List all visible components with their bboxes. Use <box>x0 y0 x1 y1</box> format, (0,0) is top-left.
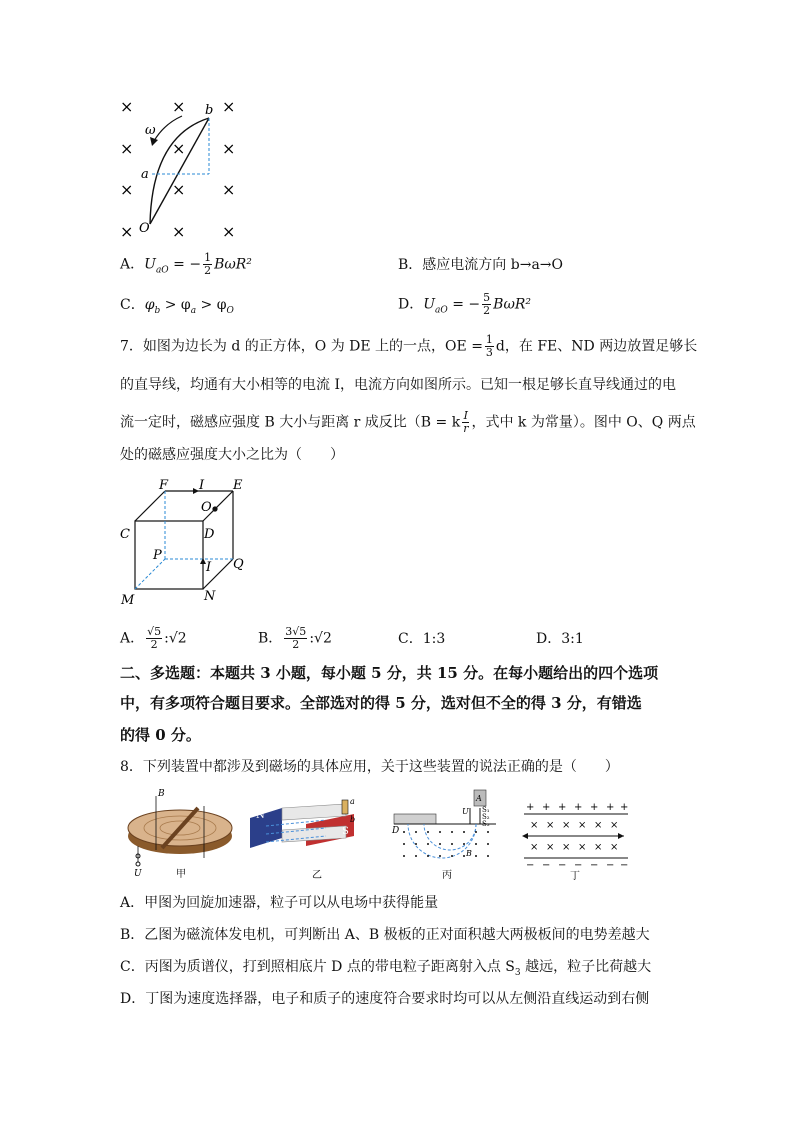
svg-text:×: × <box>530 820 539 831</box>
svg-text:+: + <box>574 802 583 813</box>
q8-option-a[interactable]: A．甲图为回旋加速器，粒子可以从电场中获得能量 <box>120 895 439 911</box>
svg-text:+: + <box>558 802 567 813</box>
svg-text:P: P <box>153 548 162 563</box>
svg-text:S₁: S₁ <box>482 806 490 814</box>
svg-text:a: a <box>350 797 355 806</box>
svg-text:I: I <box>199 478 205 493</box>
q6-option-d[interactable]: D．$U_{aO}$ = − $\frac{5}{2}$ BωR² <box>398 291 532 317</box>
svg-text:×: × <box>594 820 603 831</box>
section2-heading-line3: 的得 0 分。 <box>120 726 201 744</box>
svg-text:O: O <box>201 500 212 515</box>
rotation-arrowhead <box>150 137 158 146</box>
svg-text:S: S <box>342 826 349 837</box>
svg-text:×: × <box>562 820 571 831</box>
field-cross: × <box>222 222 236 241</box>
label-omega: ω <box>145 123 156 138</box>
q8-option-c[interactable]: C．丙图为质谱仪，打到照相底片 D 点的带电粒子距离射入点 $S_3$ 越远，粒子比荷越大 <box>120 959 652 978</box>
field-cross: × <box>120 139 134 158</box>
q7-option-d[interactable]: D．3:1 <box>536 631 584 647</box>
svg-text:B: B <box>158 789 165 799</box>
field-cross: × <box>120 180 134 199</box>
q6-option-a[interactable]: A．$U_{aO}$ = − $\frac{1}{2}$ BωR² <box>120 251 252 277</box>
svg-text:U: U <box>134 869 142 878</box>
q8-option-b[interactable]: B．乙图为磁流体发电机，可判断出 A、B 极板的正对面积越大两极板间的电势差越大 <box>120 927 650 943</box>
svg-text:+: + <box>620 802 629 813</box>
svg-text:F: F <box>159 478 169 493</box>
field-cross: × <box>172 180 186 199</box>
label-b: b <box>205 103 214 118</box>
svg-text:S₂: S₂ <box>482 813 490 821</box>
svg-text:−: − <box>526 860 535 871</box>
svg-text:×: × <box>546 820 555 831</box>
caption-ding: 丁 <box>570 871 580 880</box>
svg-text:C: C <box>120 527 130 542</box>
q6-option-c[interactable]: C．$\varphi_b > \varphi_a > \varphi_O$ <box>120 297 234 316</box>
svg-text:N: N <box>256 810 265 821</box>
field-cross: × <box>172 139 186 158</box>
caption-bing: 丙 <box>442 870 452 880</box>
label-O: O <box>139 221 150 236</box>
svg-text:+: + <box>542 802 551 813</box>
svg-text:+: + <box>606 802 615 813</box>
caption-jia: 甲 <box>176 869 186 878</box>
q7-cube-figure <box>115 476 265 611</box>
svg-text:−: − <box>590 860 599 871</box>
svg-text:A: A <box>476 794 482 803</box>
svg-text:Q: Q <box>233 557 244 572</box>
q8-figure-ding-velocity-selector <box>520 800 632 880</box>
q8-option-d[interactable]: D．丁图为速度选择器，电子和质子的速度符合要求时均可以从左侧沿直线运动到右侧 <box>120 991 650 1007</box>
svg-text:×: × <box>610 820 619 831</box>
field-cross: × <box>222 139 236 158</box>
section2-heading-line2: 中，有多项符合题目要求。全部选对的得 5 分，选对但不全的得 3 分，有错选 <box>120 694 642 712</box>
svg-text:−: − <box>606 860 615 871</box>
svg-text:×: × <box>546 842 555 853</box>
q8-figure-yi-mhd-generator <box>246 796 366 880</box>
field-cross: × <box>120 97 134 116</box>
svg-text:−: − <box>542 860 551 871</box>
q7-option-b[interactable]: B． $\frac{3√5}{2}$ :√2 <box>258 625 332 651</box>
svg-text:b: b <box>350 815 356 824</box>
q8-figure-jia-cyclotron <box>118 786 238 878</box>
q7-stem-line1: 7．如图为边长为 d 的正方体，O 为 DE 上的一点，OE = $\frac{1}{3}$ d，在 FE、ND 两边放置足够长 <box>120 333 698 359</box>
svg-text:−: − <box>620 860 629 871</box>
q7-option-c[interactable]: C．1:3 <box>398 631 446 647</box>
q8-figure-bing-mass-spectrometer <box>390 788 500 880</box>
svg-text:N: N <box>204 589 216 604</box>
svg-text:S₃: S₃ <box>482 820 490 828</box>
q6-option-b[interactable]: B．感应电流方向 b→a→O <box>398 257 563 273</box>
svg-text:×: × <box>530 842 539 853</box>
q7-option-a[interactable]: A． $\frac{√5}{2}$ :√2 <box>120 625 187 651</box>
svg-text:×: × <box>578 820 587 831</box>
svg-text:×: × <box>594 842 603 853</box>
svg-text:−: − <box>558 860 567 871</box>
point-O <box>212 506 217 511</box>
svg-text:+: + <box>590 802 599 813</box>
q7-stem-line3: 流一定时，磁感应强度 B 大小与距离 r 成反比（B = k $\frac{I}{r}$ ，式中 k 为常量）。图中 O、Q 两点 <box>120 409 696 435</box>
svg-text:U: U <box>462 807 469 816</box>
svg-text:+: + <box>526 802 535 813</box>
label-a: a <box>141 167 149 182</box>
q8-stem: 8．下列装置中都涉及到磁场的具体应用，关于这些装置的说法正确的是（ ） <box>120 759 619 775</box>
svg-text:D: D <box>392 826 400 836</box>
field-cross: × <box>120 222 134 241</box>
section2-heading-line1: 二、多选题：本题共 3 小题，每小题 5 分，共 15 分。在每小题给出的四个选项 <box>120 664 659 682</box>
q7-stem-line4: 处的磁感应强度大小之比为（ ） <box>120 447 344 463</box>
svg-text:×: × <box>578 842 587 853</box>
svg-text:D: D <box>204 527 215 542</box>
svg-text:B: B <box>466 849 472 858</box>
svg-text:−: − <box>574 860 583 871</box>
svg-text:×: × <box>562 842 571 853</box>
q6-rotating-rod-figure <box>112 96 252 246</box>
q7-stem-line2: 的直导线，均通有大小相等的电流 I，电流方向如图所示。已知一根足够长直导线通过的电 <box>120 377 676 393</box>
svg-text:×: × <box>610 842 619 853</box>
field-cross: × <box>222 97 236 116</box>
field-cross: × <box>222 180 236 199</box>
svg-text:E: E <box>233 478 243 493</box>
caption-yi: 乙 <box>312 870 322 880</box>
svg-text:M: M <box>121 593 135 608</box>
svg-text:I: I <box>206 560 212 575</box>
field-cross: × <box>172 97 186 116</box>
field-cross: × <box>172 222 186 241</box>
